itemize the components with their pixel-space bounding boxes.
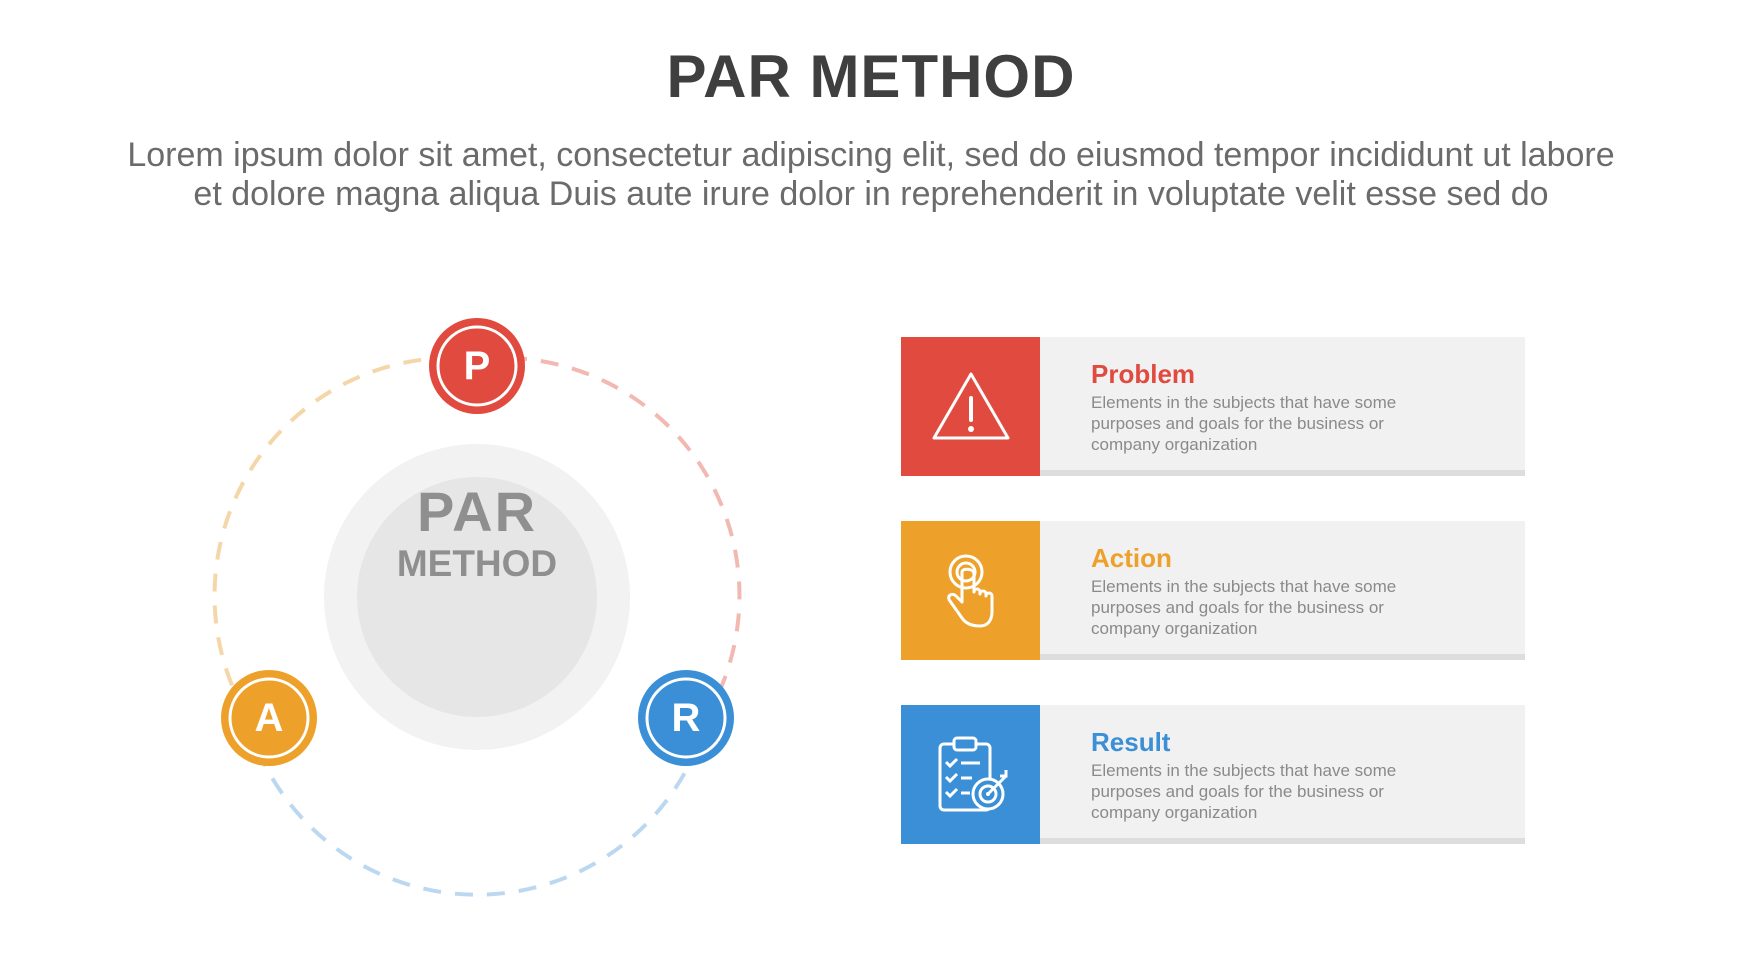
card-problem-description: Elements in the subjects that have some purposes and goals for the business or company organization: [1091, 393, 1397, 454]
center-label: [357, 480, 597, 584]
subtitle-line-1: Lorem ipsum dolor sit amet, consectetur adipiscing elit, sed do eiusmod tempor incididunt ut labore: [127, 136, 1615, 174]
node-p-letter: P: [463, 344, 491, 388]
card-action: [901, 521, 1525, 660]
clipboard-target-icon: [926, 730, 1016, 820]
node-r-letter: R: [671, 696, 701, 740]
warning-triangle-icon: [926, 362, 1016, 452]
card-result-icon-box: [901, 705, 1040, 844]
node-a-letter: A: [254, 696, 284, 740]
card-problem-title: Problem: [1091, 359, 1196, 389]
card-problem: [901, 337, 1525, 476]
card-action-icon-box: [901, 521, 1040, 660]
center-label-line-2: METHOD: [396, 543, 558, 584]
subtitle-line-2: et dolore magna aliqua Duis aute irure dolor in reprehenderit in voluptate velit esse sed do: [193, 175, 1549, 213]
card-result-description: Elements in the subjects that have some purposes and goals for the business or company organization: [1091, 761, 1397, 822]
center-label-line-1: PAR: [416, 480, 538, 543]
tap-hand-icon: [926, 546, 1016, 636]
card-problem-icon-box: [901, 337, 1040, 476]
card-result: [901, 705, 1525, 844]
card-result-title: Result: [1091, 727, 1171, 757]
page-title: PAR METHOD: [666, 43, 1076, 110]
card-action-title: Action: [1091, 543, 1172, 573]
card-action-description: Elements in the subjects that have some purposes and goals for the business or company organization: [1091, 577, 1397, 638]
